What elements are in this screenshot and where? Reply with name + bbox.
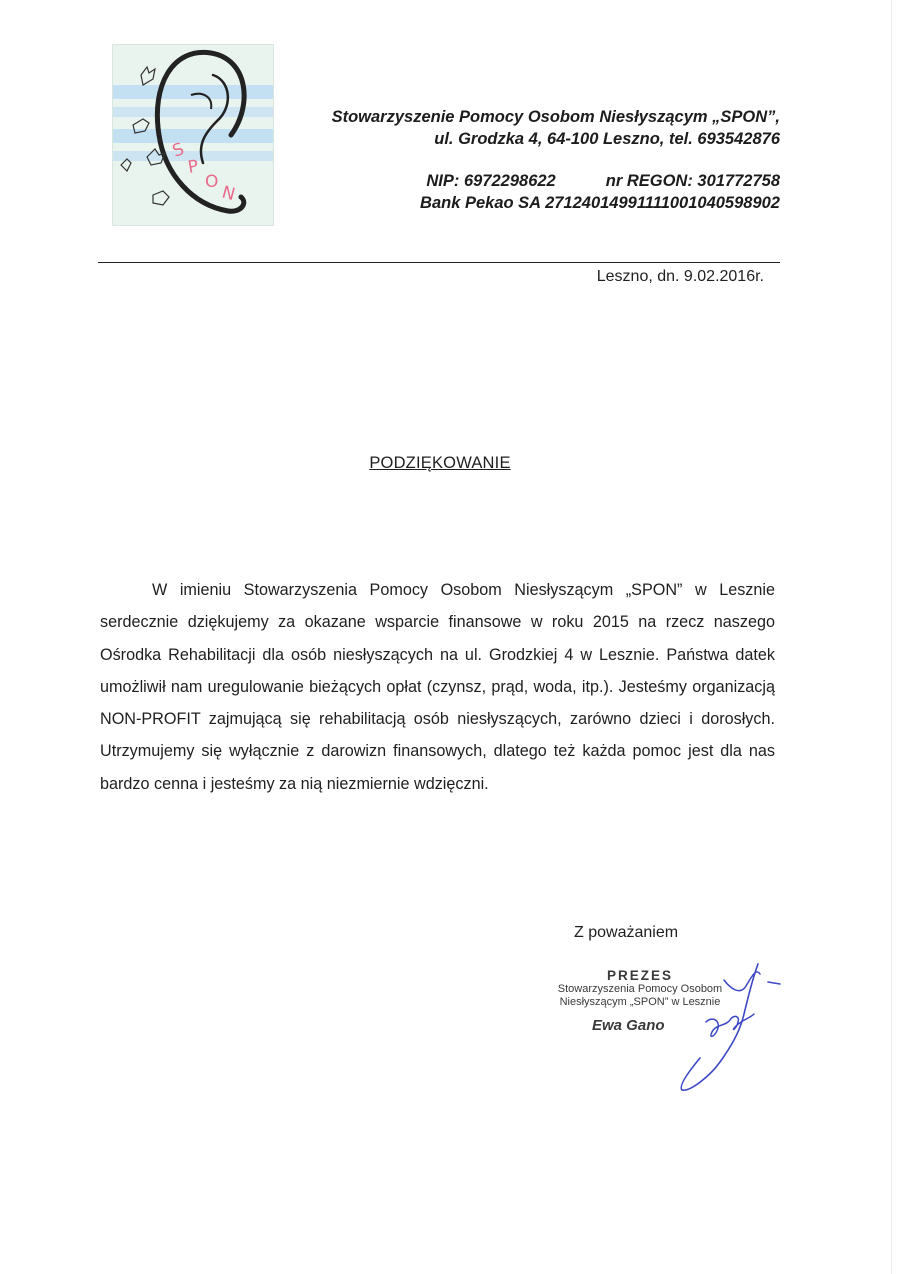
regon-number: nr REGON: 301772758 xyxy=(605,172,780,190)
svg-text:N: N xyxy=(219,182,238,206)
bank-account: Bank Pekao SA 27124014991111001040598902 xyxy=(420,194,780,212)
svg-text:O: O xyxy=(205,172,219,192)
header-divider xyxy=(98,262,780,263)
organization-name: Stowarzyszenie Pomocy Osobom Niesłyszącym „SPON”, xyxy=(331,108,780,126)
handwritten-signature xyxy=(660,958,800,1098)
nip-number: NIP: 6972298622 xyxy=(426,172,556,190)
stamp-name: Ewa Gano xyxy=(592,1017,665,1034)
organization-header xyxy=(280,106,780,150)
closing-phrase: Z poważaniem xyxy=(574,924,679,941)
spon-logo xyxy=(112,44,274,226)
letter-body: W imieniu Stowarzyszenia Pomocy Osobom Niesłyszącym „SPON” w Lesznie serdecznie dziękujemy za okazane wsparcie finansowe w roku 2015 na rzecz naszego Ośrodka Rehabilitacji dla osób niesłyszących na ul. Grodzkiej 4 w Lesznie. Państwa datek umożliwił nam uregulowanie bieżących opłat (czynsz, prąd, woda, itp.). Jesteśmy organizacją NON-PROFIT zajmującą się rehabilitacją osób niesłyszących, zarówno dzieci i dorosłych. Utrzymujemy się wyłącznie z darowizn finansowych, dlatego też każda pomoc jest dla nas bardzo cenna i jesteśmy za nią niezmiernie wdzięczni. xyxy=(100,581,775,793)
stamp-title: PREZES xyxy=(606,968,673,983)
stamp-line-2: Niesłyszącym „SPON” w Lesznie xyxy=(559,996,721,1008)
letter-date: Leszno, dn. 9.02.2016r. xyxy=(596,268,764,285)
svg-text:P: P xyxy=(186,156,200,178)
letter-title: PODZIĘKOWANIE xyxy=(369,454,511,472)
organization-ids xyxy=(280,170,780,214)
organization-address: ul. Grodzka 4, 64-100 Leszno, tel. 693542876 xyxy=(434,130,780,148)
svg-text:S: S xyxy=(169,139,187,162)
stamp-line-1: Stowarzyszenia Pomocy Osobom xyxy=(557,983,723,995)
page-edge xyxy=(891,0,892,1274)
